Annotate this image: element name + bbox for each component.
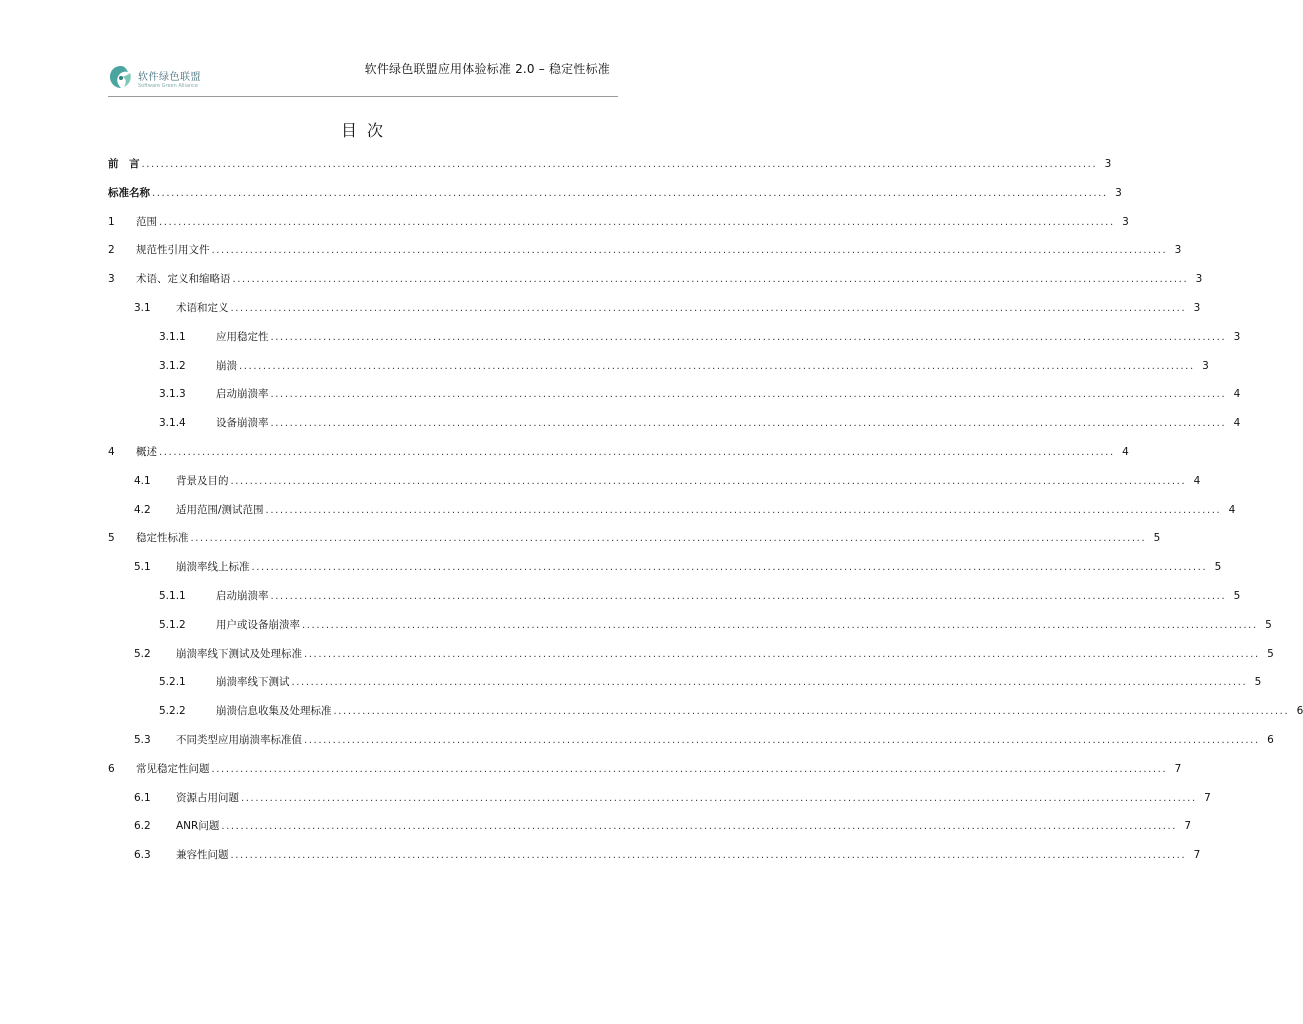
- toc-entry[interactable]: [108, 732, 1274, 748]
- toc-dot-leader: ........................................................................................................................................................................................................: [265, 504, 1222, 516]
- toc-entry[interactable]: [108, 185, 1122, 201]
- toc-dot-leader: ........................................................................................................................................................................................................: [304, 648, 1260, 660]
- toc-entry[interactable]: [108, 502, 1236, 518]
- toc-entry-page: 5: [1214, 561, 1222, 574]
- toc-entry-number: 3.1.4: [159, 417, 186, 430]
- toc-dot-leader: ........................................................................................................................................................................................................: [190, 533, 1147, 545]
- toc-entry-label: 崩溃: [216, 359, 237, 372]
- toc-entry-number: 6.1: [134, 791, 151, 804]
- toc-dot-leader: ........................................................................................................................................................................................................: [270, 591, 1227, 602]
- toc-entry-number: 5.3: [134, 734, 151, 746]
- toc-entry-number: 4.1: [134, 474, 151, 487]
- toc-entry[interactable]: [108, 588, 1241, 604]
- toc-entry[interactable]: [108, 415, 1241, 431]
- toc-dot-leader: ........................................................................................................................................................................................................: [333, 706, 1290, 718]
- toc-entry[interactable]: [108, 156, 1112, 172]
- toc-entry[interactable]: [108, 530, 1161, 546]
- toc-dot-leader: ........................................................................................................................................................................................................: [230, 475, 1187, 487]
- toc-entry-number: 2: [108, 244, 115, 257]
- toc-entry-page: 3: [1195, 273, 1203, 286]
- toc-entry-page: 7: [1184, 820, 1192, 833]
- toc-dot-leader: ........................................................................................................................................................................................................: [291, 677, 1248, 689]
- toc-entry-label: 术语和定义: [176, 302, 229, 314]
- toc-entry-label: 规范性引用文件: [136, 244, 210, 257]
- toc-entry-page: 5: [1267, 647, 1274, 660]
- toc-entry-label: 前 言: [108, 158, 140, 170]
- toc-entry-number: 3.1.3: [159, 388, 186, 401]
- toc-entry-label: 启动崩溃率: [216, 388, 269, 401]
- toc-entry-page: 3: [1202, 359, 1209, 372]
- toc-entry-page: 5: [1265, 618, 1272, 631]
- toc-entry-page: 7: [1193, 849, 1201, 862]
- toc-entry[interactable]: [108, 214, 1129, 230]
- toc-dot-leader: ........................................................................................................................................................................................................: [159, 447, 1115, 458]
- toc-entry-page: 4: [1233, 417, 1241, 430]
- toc-entry-number: 5: [108, 532, 115, 545]
- toc-entry[interactable]: [108, 444, 1129, 460]
- toc-entry-page: 4: [1193, 474, 1201, 487]
- toc-dot-leader: ........................................................................................................................................................................................................: [159, 216, 1115, 228]
- toc-entry-page: 7: [1174, 762, 1182, 775]
- toc-entry[interactable]: [108, 703, 1303, 719]
- toc-entry-page: 5: [1254, 676, 1262, 689]
- toc-entry-page: 6: [1267, 734, 1274, 746]
- toc-dot-leader: ........................................................................................................................................................................................................: [270, 418, 1227, 430]
- toc-entry[interactable]: [108, 300, 1201, 316]
- toc-entry-number: 6: [108, 762, 115, 775]
- toc-dot-leader: ........................................................................................................................................................................................................: [302, 619, 1258, 631]
- toc-entry[interactable]: [108, 473, 1201, 489]
- toc-entry[interactable]: [108, 617, 1272, 633]
- toc-entry-label: 标准名称: [108, 186, 150, 199]
- toc-dot-leader: ........................................................................................................................................................................................................: [239, 360, 1195, 372]
- toc-entry-label: 崩溃率线下测试: [216, 676, 290, 689]
- toc-dot-leader: ........................................................................................................................................................................................................: [141, 159, 1098, 170]
- toc-entry[interactable]: [108, 761, 1182, 777]
- toc-dot-leader: ........................................................................................................................................................................................................: [270, 331, 1227, 343]
- toc-entry-page: 3: [1174, 244, 1182, 257]
- toc-dot-leader: ........................................................................................................................................................................................................: [232, 274, 1189, 286]
- toc-dot-leader: ........................................................................................................................................................................................................: [152, 187, 1108, 199]
- toc-entry[interactable]: [108, 790, 1211, 806]
- toc-entry-number: 6.2: [134, 820, 151, 833]
- toc-entry-label: 崩溃信息收集及处理标准: [216, 705, 332, 718]
- toc-dot-leader: ........................................................................................................................................................................................................: [211, 245, 1168, 257]
- toc-entry-label: 应用稳定性: [216, 330, 269, 343]
- toc-dot-leader: ........................................................................................................................................................................................................: [270, 389, 1227, 401]
- toc-entry-page: 5: [1153, 532, 1161, 545]
- toc-entry[interactable]: [108, 358, 1209, 374]
- toc-entry-label: 适用范围/测试范围: [176, 503, 264, 516]
- toc-entry-label: 背景及目的: [176, 474, 229, 487]
- toc-entry-page: 3: [1122, 215, 1129, 228]
- page-header: [108, 58, 618, 97]
- toc-entry-label: 崩溃率线下测试及处理标准: [176, 647, 302, 660]
- toc-entry-number: 5.2: [134, 647, 151, 660]
- toc-entry-label: 稳定性标准: [136, 532, 189, 545]
- toc-dot-leader: ........................................................................................................................................................................................................: [304, 735, 1260, 746]
- toc-entry-number: 5.2.2: [159, 705, 186, 718]
- toc-entry-number: 5.1: [134, 561, 151, 574]
- toc-entry[interactable]: [108, 329, 1241, 345]
- toc-entry-label: 资源占用问题: [176, 791, 239, 804]
- toc-entry-page: 3: [1104, 158, 1112, 170]
- toc-entry-label: 不同类型应用崩溃率标准值: [176, 734, 302, 746]
- toc-entry-number: 3: [108, 273, 115, 286]
- toc-dot-leader: ........................................................................................................................................................................................................: [230, 850, 1187, 862]
- toc-entry-number: 3.1.1: [159, 330, 186, 343]
- toc-entry-number: 5.1.2: [159, 618, 186, 631]
- toc-entry-page: 4: [1233, 388, 1241, 401]
- logo-text-en: Software Green Alliance: [138, 83, 199, 89]
- toc-entry[interactable]: [108, 847, 1201, 863]
- toc-entry[interactable]: [108, 818, 1192, 834]
- toc-entry-number: 5.2.1: [159, 676, 186, 689]
- toc-entry-label: 常见稳定性问题: [136, 762, 210, 775]
- toc-entry-number: 4: [108, 446, 115, 458]
- toc-entry[interactable]: [108, 674, 1262, 690]
- toc-dot-leader: ........................................................................................................................................................................................................: [251, 562, 1208, 574]
- toc-entry-page: 6: [1296, 705, 1303, 718]
- logo-text-cn: 软件绿色联盟: [138, 72, 201, 83]
- toc-entry-label: 范围: [136, 215, 157, 228]
- toc-entry-label: 术语、定义和缩略语: [136, 273, 231, 286]
- alliance-logo: [108, 64, 228, 94]
- toc-entry-page: 4: [1122, 446, 1129, 458]
- toc-entry-page: 3: [1115, 186, 1122, 199]
- toc-entry-page: 7: [1204, 791, 1211, 804]
- toc-entry[interactable]: [108, 559, 1222, 575]
- toc-dot-leader: ........................................................................................................................................................................................................: [211, 763, 1168, 775]
- toc-title: 目次: [340, 121, 393, 140]
- toc-entry-number: 3.1: [134, 302, 151, 314]
- toc-entry-label: 概述: [136, 446, 157, 458]
- toc-entry[interactable]: [108, 242, 1182, 258]
- toc-entry-label: 兼容性问题: [176, 849, 229, 862]
- toc-entry-number: 1: [108, 215, 115, 228]
- toc-entry[interactable]: [108, 386, 1241, 402]
- toc-entry[interactable]: [108, 271, 1203, 287]
- toc-entry-number: 5.1.1: [159, 590, 186, 602]
- toc-entry-page: 3: [1233, 330, 1241, 343]
- toc-entry-label: 崩溃率线上标准: [176, 561, 250, 574]
- toc-entry-page: 3: [1193, 302, 1201, 314]
- document-title: 软件绿色联盟应用体验标准 2.0 – 稳定性标准: [364, 62, 610, 76]
- toc-entry-label: ANR问题: [176, 820, 220, 833]
- toc-entry-label: 用户或设备崩溃率: [216, 618, 300, 631]
- toc-entry[interactable]: [108, 646, 1274, 662]
- toc-entry-number: 4.2: [134, 503, 151, 516]
- toc-entry-page: 5: [1233, 590, 1241, 602]
- toc-entry-label: 启动崩溃率: [216, 590, 269, 602]
- toc-dot-leader: ........................................................................................................................................................................................................: [221, 821, 1178, 833]
- toc-dot-leader: ........................................................................................................................................................................................................: [241, 792, 1197, 804]
- toc-dot-leader: ........................................................................................................................................................................................................: [230, 303, 1187, 314]
- toc-entry-label: 设备崩溃率: [216, 417, 269, 430]
- toc-entry-number: 6.3: [134, 849, 151, 862]
- leaf-logo-icon: [108, 64, 134, 90]
- toc-entry-number: 3.1.2: [159, 359, 186, 372]
- toc-entry-page: 4: [1228, 503, 1236, 516]
